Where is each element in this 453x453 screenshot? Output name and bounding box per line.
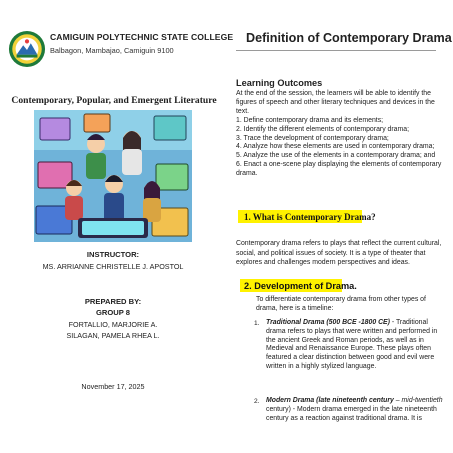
outcomes-line: drama.	[236, 170, 258, 178]
outcomes-line: text.	[236, 107, 250, 115]
member-name: SILAGAN, PAMELA RHEA L.	[66, 331, 160, 340]
cover-title: Contemporary, Popular, and Emergent Literature	[11, 95, 217, 106]
timeline-term-rest: – mid-twentieth	[393, 397, 443, 404]
paragraph-line: social, and political issues of society. It is a type of theater that	[236, 249, 426, 257]
paragraph-line: explores and challenges modern perspectives and ideas.	[236, 259, 410, 267]
outcomes-line: 3. Trace the development of contemporary drama;	[236, 134, 389, 142]
instructor-heading: INSTRUCTOR:	[86, 250, 140, 259]
timeline-item	[266, 319, 437, 372]
timeline-line: featured a clear distinction between good and evil were	[266, 354, 435, 362]
group-label: GROUP 8	[95, 308, 131, 317]
intro-line: drama, here is a timeline:	[256, 305, 334, 312]
outcomes-line: figures of speech and other literary techniques and devices in the	[236, 98, 435, 106]
timeline-term: Traditional Drama (500 BCE -1800 CE)	[266, 319, 390, 326]
timeline-number: 2.	[254, 398, 260, 405]
timeline-line: the ancient Greek and Roman periods, as well as in	[266, 336, 424, 344]
instructor-name: MS. ARRIANNE CHRISTELLE J. APOSTOL	[42, 262, 184, 271]
outcomes-line: 5. Analyze the use of the elements in a contemporary drama; and	[236, 152, 436, 160]
timeline-item	[266, 397, 443, 423]
member-name: FORTALLIO, MARJORIE A.	[68, 320, 158, 329]
section1-paragraph	[236, 239, 441, 268]
cover-date: November 17, 2025	[81, 382, 145, 391]
college-name: CAMIGUIN POLYTECHNIC STATE COLLEGE	[50, 32, 234, 42]
section2-intro	[256, 295, 426, 313]
outcomes-line: 2. Identify the different elements of contemporary drama;	[236, 125, 409, 133]
title-divider	[236, 50, 436, 51]
outcomes-heading: Learning Outcomes	[236, 78, 323, 88]
timeline-term: Modern Drama (late nineteenth century	[266, 397, 394, 404]
timeline-number: 1.	[254, 320, 260, 327]
outcomes-line: 6. Enact a one-scene play displaying the elements of contemporary	[236, 161, 442, 169]
college-address: Balbagon, Mambajao, Camiguin 9100	[50, 46, 174, 55]
section1-heading: 1. What is Contemporary Drama?	[244, 212, 376, 222]
paragraph-line: Contemporary drama refers to plays that reflect the current cultural,	[236, 240, 442, 247]
prepared-by-heading: PREPARED BY:	[84, 297, 142, 306]
cover-illustration	[34, 110, 192, 242]
timeline-line: century) - Modern drama emerged in the late nineteenth	[266, 405, 437, 413]
college-seal-icon	[8, 30, 46, 68]
intro-line: To differentiate contemporary drama from other types of	[256, 296, 426, 303]
timeline-line: written in a highly stylized language.	[266, 362, 377, 370]
timeline-line: Medieval and Renaissance Europe. These plays often	[266, 345, 431, 353]
page-title: Definition of Contemporary Drama	[246, 31, 452, 45]
section2-heading: 2. Development of Drama.	[244, 281, 357, 291]
content-page	[226, 0, 453, 453]
outcomes-line: 4. Analyze how these elements are used in contemporary drama;	[236, 143, 435, 151]
outcomes-line: 1. Define contemporary drama and its elements;	[236, 116, 384, 124]
timeline-line: drama refers to plays that were written and performed in	[266, 327, 438, 335]
outcomes-list	[236, 90, 441, 179]
outcomes-line: At the end of the session, the learners will be able to identify the	[236, 90, 431, 97]
timeline-line: century as a reaction against traditional drama. It is	[266, 414, 422, 422]
timeline-term-rest: - Traditional	[389, 319, 428, 326]
